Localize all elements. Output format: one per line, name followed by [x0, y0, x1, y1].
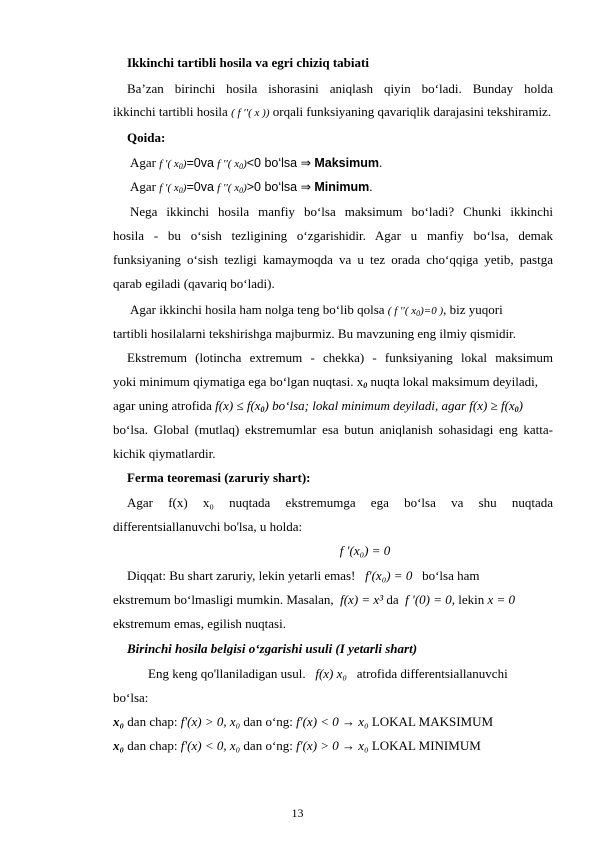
- rule-heading: Qoida:: [127, 130, 166, 145]
- paragraph-line: Ekstremum (lotincha extremum - chekka) - funksiyaning lokal maksimum: [127, 350, 553, 365]
- paragraph-line: tartibli hosilalarni tekshirishga majburmiz. Bu mavzuning eng ilmiy qismidir.: [113, 326, 516, 341]
- formula: f ′(x₀) = 0: [339, 543, 391, 558]
- paragraph-line: ekstremum bo‘lmasligi mumkin. Masalan, f(x) = x³ da f ′(0) = 0, lekin x = 0: [113, 592, 516, 607]
- paragraph-line: Nega ikkinchi hosila manfiy bo‘lsa maksimum bo‘ladi? Chunki ikkinchi: [130, 204, 553, 219]
- paragraph-line: qarab egiladi (qavariq bo‘ladi).: [113, 276, 275, 291]
- paragraph-line: yoki minimum qiymatiga ega bo‘lgan nuqtasi. $x_0$ nuqta lokal maksimum deyiladi,: [113, 374, 538, 390]
- paragraph-line: differentsiallanuvchi bo'lsa, u holda:: [113, 519, 303, 534]
- paragraph-line: bo‘lsa:: [113, 690, 149, 705]
- heading-first-derivative-method: Birinchi hosila belgisi o‘zgarishi usuli (I yetarli shart): [127, 641, 418, 656]
- paragraph-line: kichik qiymatlardir.: [113, 446, 216, 461]
- paragraph-line: Ba’zan birinchi hosila ishorasini aniqlash qiyin bo‘ladi. Bunday holda: [127, 81, 553, 96]
- paragraph-line: Agar f(x) x₀ nuqtada ekstremumga ega bo‘lsa va shu nuqtada: [127, 495, 553, 510]
- local-minimum-rule: x₀ dan chap: f′(x) < 0, x₀ dan o‘ng: f′(x) > 0 → x₀ LOKAL MINIMUM: [113, 738, 481, 753]
- paragraph-line: Eng keng qo'llaniladigan usul. f(x) x₀ atrofida differentsiallanuvchi: [148, 666, 508, 681]
- paragraph-line: Agar ikkinchi hosila ham nolga teng bo‘lib qolsa ( f ′′( $x_0)=0$ ), biz yuqori: [130, 302, 503, 318]
- paragraph-line: funksiyaning o‘sish tezligi kamaymoqda va u tez orada cho‘qqiga yetib, pastga: [113, 252, 553, 267]
- paragraph-line: ekstremum emas, egilish nuqtasi.: [113, 616, 286, 631]
- page-number: 13: [291, 806, 304, 820]
- minimum-rule: Agar f ′( $x_0)=0va$ f ′′( $x_0)>0$ bo‘lsa ⇒ Minimum.: [130, 179, 373, 195]
- paragraph-line: agar uning atrofida $f(x) \le f(x_0)$ bo‘lsa; lokal minimum deyiladi, agar $f(x) \ge f(x_0)$: [113, 398, 524, 414]
- math-expression: ( f ′′( x )): [231, 107, 270, 119]
- paragraph-line: Diqqat: Bu shart zaruriy, lekin yetarli emas! f′(x₀) = 0 bo‘lsa ham: [127, 568, 480, 583]
- paragraph-line: hosila - bu o‘sish tezligining o‘zgarishidir. Agar u manfiy bo‘lsa, demak: [113, 228, 553, 243]
- paragraph-line: ikkinchi tartibli hosila ( f ′′( x )) orqali funksiyaning qavariqlik darajasini tekshiramiz.: [113, 104, 552, 119]
- local-maximum-rule: x₀ dan chap: f′(x) > 0, x₀ dan o‘ng: f′(x) < 0 → x₀ LOKAL MAKSIMUM: [113, 714, 494, 729]
- paragraph-line: bo‘lsa. Global (mutlaq) ekstremumlar esa butun aniqlanish sohasidagi eng katta-: [113, 422, 553, 437]
- maximum-rule: Agar f ′( $x_0)=0va$ f ′′( $x_0)<0$ bo‘lsa ⇒ Maksimum.: [130, 155, 383, 171]
- heading-second-derivative: Ikkinchi tartibli hosila va egri chiziq tabiati: [127, 55, 369, 70]
- heading-ferma-theorem: Ferma teoremasi (zaruriy shart):: [127, 470, 311, 485]
